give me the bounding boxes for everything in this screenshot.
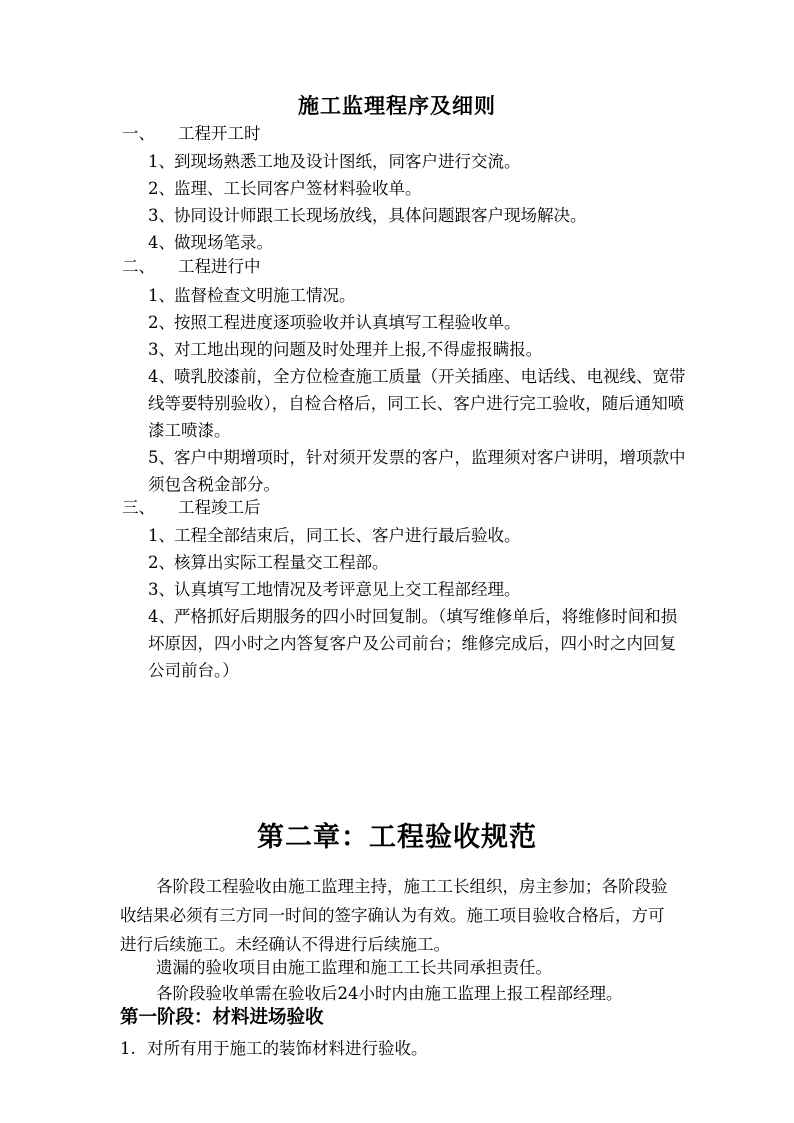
item-number: 4、 xyxy=(148,607,175,626)
section-number: 一、 xyxy=(122,124,155,143)
list-item xyxy=(148,229,688,256)
list-item xyxy=(148,202,688,229)
list-item xyxy=(148,336,688,363)
item-number: 1、 xyxy=(148,526,175,545)
item-number: 2、 xyxy=(148,313,175,332)
section-title: 工程进行中 xyxy=(178,257,261,276)
list-item xyxy=(148,175,688,202)
paragraph: 各阶段工程验收由施工监理主持，施工工长组织，房主参加；各阶段验收结果必须有三方同一时间的签字确认为有效。施工项目验收合格后，方可进行后续施工。未经确认不得进行后续施工。 xyxy=(120,877,668,954)
section-heading xyxy=(122,122,261,146)
item-number: 1、 xyxy=(148,152,175,171)
item-text: 监理、工长同客户签材料验收单。 xyxy=(174,179,422,198)
section-heading xyxy=(122,496,261,520)
phase-heading: 第一阶段：材料进场验收 xyxy=(120,1007,324,1028)
item-number: 3、 xyxy=(148,580,175,599)
item-text: 对工地出现的问题及时处理并上报,不得虚报瞒报。 xyxy=(174,340,543,359)
item-number: 3、 xyxy=(148,206,175,225)
section-heading xyxy=(122,255,261,279)
section-number: 三、 xyxy=(122,498,155,517)
item-text: 对所有用于施工的装饰材料进行验收。 xyxy=(147,1039,428,1058)
list-item xyxy=(148,576,688,603)
item-text: 工程全部结束后，同工长、客户进行最后验收。 xyxy=(174,526,521,545)
item-text: 协同设计师跟工长现场放线，具体问题跟客户现场解决。 xyxy=(174,206,587,225)
item-number: 3、 xyxy=(148,340,175,359)
item-text: 做现场笔录。 xyxy=(174,233,273,252)
item-number: 1、 xyxy=(148,286,175,305)
document-title: 施工监理程序及细则 xyxy=(298,93,496,118)
item-number: 5、 xyxy=(148,448,175,467)
list-item xyxy=(148,603,688,684)
item-number: 4、 xyxy=(148,367,175,386)
item-number: 1. xyxy=(120,1039,136,1058)
paragraph: 遗漏的验收项目由施工监理和施工工长共同承担责任。 xyxy=(156,958,552,977)
item-text: 监督检查文明施工情况。 xyxy=(174,286,356,305)
item-text: 客户中期增项时，针对须开发票的客户，监理须对客户讲明，增项款中须包含税金部分。 xyxy=(148,448,686,494)
list-item xyxy=(148,282,688,309)
item-number: 2、 xyxy=(148,179,175,198)
item-text: 严格抓好后期服务的四小时回复制。（填写维修单后，将维修时间和损坏原因，四小时之内答复客户及公司前台；维修完成后，四小时之内回复公司前台。） xyxy=(148,607,678,680)
item-text: 认真填写工地情况及考评意见上交工程部经理。 xyxy=(174,580,521,599)
list-item xyxy=(148,549,688,576)
section-title: 工程竣工后 xyxy=(178,498,261,517)
item-text: 按照工程进度逐项验收并认真填写工程验收单。 xyxy=(174,313,521,332)
list-item xyxy=(148,522,688,549)
item-text: 核算出实际工程量交工程部。 xyxy=(174,553,389,572)
item-number: 4、 xyxy=(148,233,175,252)
section-number: 二、 xyxy=(122,257,155,276)
chapter-title: 第二章：工程验收规范 xyxy=(257,822,537,853)
item-text: 喷乳胶漆前，全方位检查施工质量（开关插座、电话线、电视线、宽带线等要特别验收），自检合格后，同工长、客户进行完工验收，随后通知喷漆工喷漆。 xyxy=(148,367,686,440)
list-item xyxy=(148,309,688,336)
list-item xyxy=(148,148,688,175)
list-item xyxy=(148,363,688,444)
section-title: 工程开工时 xyxy=(178,124,261,143)
list-item xyxy=(148,444,688,498)
paragraph: 各阶段验收单需在验收后24小时内由施工监理上报工程部经理。 xyxy=(156,984,623,1003)
phase-list-item xyxy=(120,1035,428,1063)
item-text: 到现场熟悉工地及设计图纸，同客户进行交流。 xyxy=(174,152,521,171)
item-number: 2、 xyxy=(148,553,175,572)
